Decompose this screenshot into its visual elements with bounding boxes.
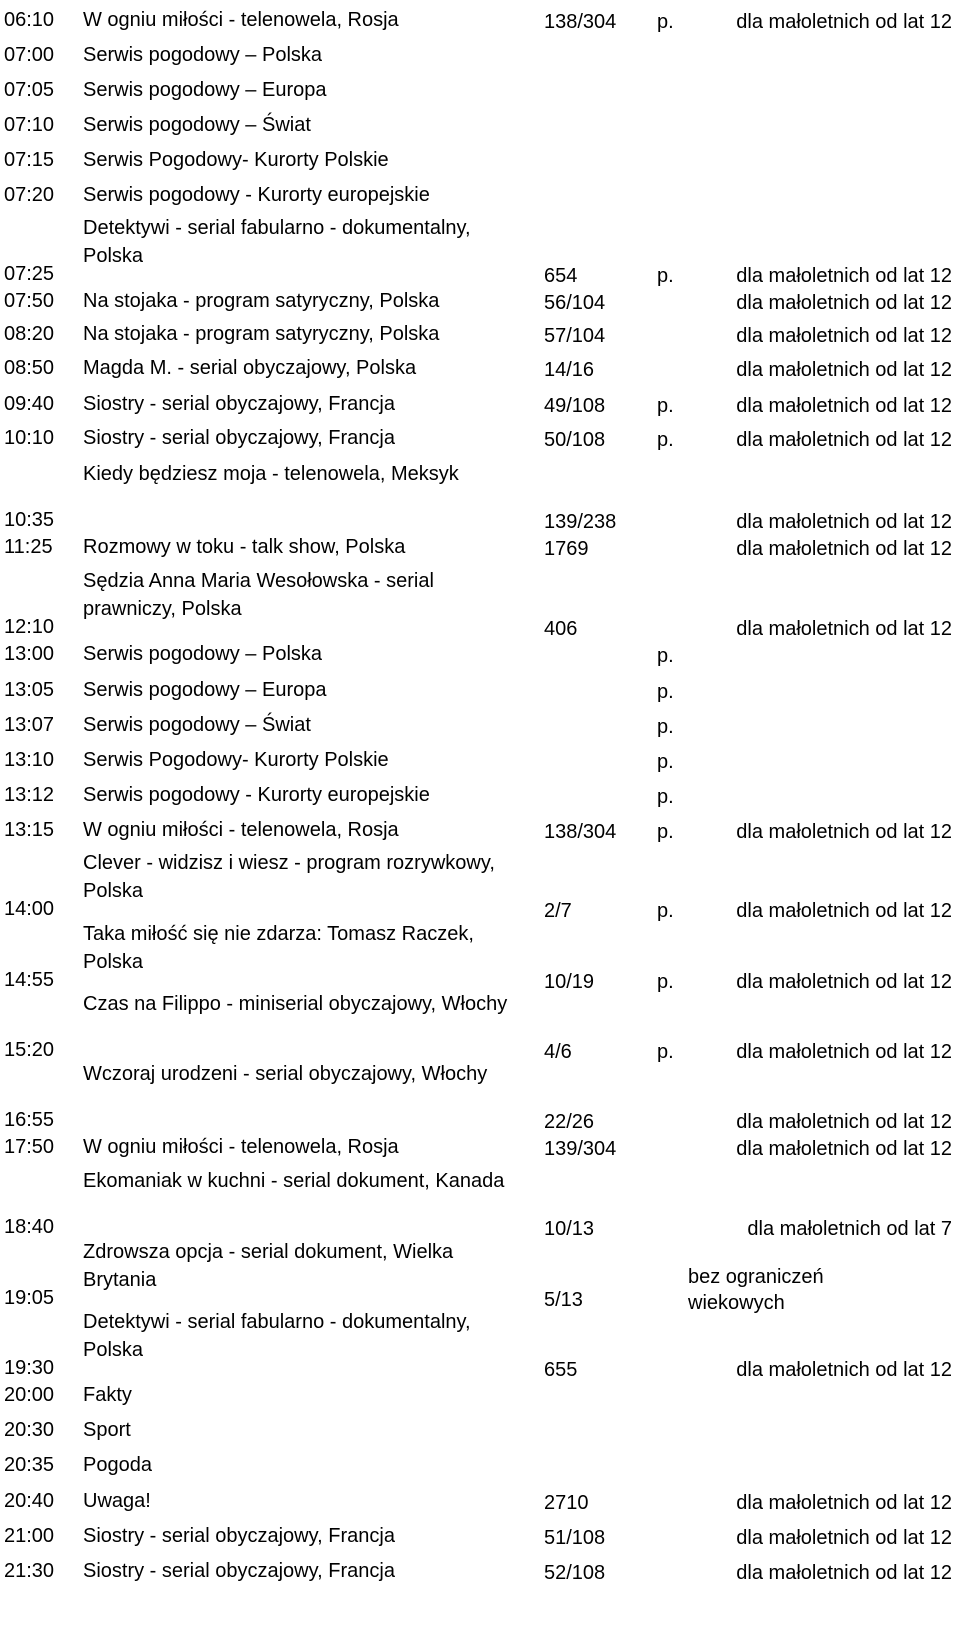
program-title: Siostry - serial obyczajowy, Francja [83,427,395,449]
time-label: 20:40 [4,1490,55,1512]
age-rating: dla małoletnich od lat 12 [736,292,952,314]
program-title: Na stojaka - program satyryczny, Polska [83,290,440,312]
program-title: Serwis pogodowy - Kurorty europejskie [83,184,430,206]
time-label: 07:15 [4,149,55,171]
premiere-marker: p. [657,900,674,922]
episode-number: 10/19 [544,971,595,993]
age-rating: dla małoletnich od lat 12 [736,265,952,287]
premiere-marker: p. [657,11,674,33]
time-label: 16:55 [4,1109,55,1131]
program-title: Clever - widzisz i wiesz - program rozrywkowy, Polska [83,852,495,902]
age-rating: dla małoletnich od lat 12 [736,429,952,451]
time-label: 20:00 [4,1384,55,1406]
age-rating: dla małoletnich od lat 12 [736,900,952,922]
time-label: 19:05 [4,1287,55,1309]
premiere-marker: p. [657,786,674,808]
time-label: 13:00 [4,643,55,665]
time-label: 10:35 [4,509,55,531]
age-rating: dla małoletnich od lat 12 [736,11,952,33]
premiere-marker: p. [657,971,674,993]
episode-number: 52/108 [544,1562,606,1584]
episode-number: 655 [544,1359,578,1381]
age-rating: dla małoletnich od lat 12 [736,1562,952,1584]
time-label: 06:10 [4,9,55,31]
age-rating: dla małoletnich od lat 12 [736,1359,952,1381]
age-rating: dla małoletnich od lat 12 [736,1111,952,1133]
time-label: 12:10 [4,616,55,638]
age-rating: dla małoletnich od lat 12 [736,618,952,640]
time-label: 13:10 [4,749,55,771]
premiere-marker: p. [657,645,674,667]
program-title: Serwis pogodowy – Polska [83,643,323,665]
program-title: Detektywi - serial fabularno - dokumentalny, Polska [83,1311,471,1361]
time-label: 21:00 [4,1525,55,1547]
episode-number: 138/304 [544,11,617,33]
time-label: 15:20 [4,1039,55,1061]
time-label: 19:30 [4,1357,55,1379]
premiere-marker: p. [657,395,674,417]
episode-number: 1769 [544,538,589,560]
episode-number: 22/26 [544,1111,595,1133]
time-label: 14:00 [4,898,55,920]
program-title: W ogniu miłości - telenowela, Rosja [83,9,399,31]
program-title: Sędzia Anna Maria Wesołowska - serial prawniczy, Polska [83,570,434,620]
program-title: Pogoda [83,1454,152,1476]
age-rating: dla małoletnich od lat 12 [736,1527,952,1549]
time-label: 08:20 [4,323,55,345]
time-label: 07:25 [4,263,55,285]
program-title: Siostry - serial obyczajowy, Francja [83,1560,395,1582]
time-label: 21:30 [4,1560,55,1582]
time-label: 13:07 [4,714,55,736]
episode-number: 49/108 [544,395,606,417]
time-label: 07:00 [4,44,55,66]
episode-number: 2710 [544,1492,589,1514]
time-label: 10:10 [4,427,55,449]
age-rating: dla małoletnich od lat 12 [736,538,952,560]
time-label: 07:05 [4,79,55,101]
time-label: 09:40 [4,393,55,415]
episode-number: 2/7 [544,900,572,922]
episode-number: 56/104 [544,292,606,314]
program-title: Serwis pogodowy - Kurorty europejskie [83,784,430,806]
program-title: Ekomaniak w kuchni - serial dokument, Kanada [83,1170,505,1192]
time-label: 17:50 [4,1136,55,1158]
program-title: Serwis pogodowy – Świat [83,114,311,136]
age-rating: bez ograniczeń wiekowych [688,1266,824,1314]
premiere-marker: p. [657,751,674,773]
episode-number: 654 [544,265,578,287]
premiere-marker: p. [657,681,674,703]
program-title: W ogniu miłości - telenowela, Rosja [83,1136,399,1158]
time-label: 11:25 [4,536,53,558]
program-title: Uwaga! [83,1490,151,1512]
program-title: Wczoraj urodzeni - serial obyczajowy, Włochy [83,1063,488,1085]
time-label: 14:55 [4,969,55,991]
episode-number: 51/108 [544,1527,606,1549]
program-title: Detektywi - serial fabularno - dokumentalny, Polska [83,217,471,267]
program-title: Fakty [83,1384,132,1406]
age-rating: dla małoletnich od lat 12 [736,511,952,533]
episode-number: 5/13 [544,1289,583,1311]
program-title: Magda M. - serial obyczajowy, Polska [83,357,417,379]
program-title: Serwis Pogodowy- Kurorty Polskie [83,749,389,771]
program-title: Zdrowsza opcja - serial dokument, Wielka Brytania [83,1241,454,1291]
premiere-marker: p. [657,265,674,287]
age-rating: dla małoletnich od lat 12 [736,359,952,381]
time-label: 13:12 [4,784,55,806]
program-title: Serwis pogodowy – Świat [83,714,311,736]
program-title: W ogniu miłości - telenowela, Rosja [83,819,399,841]
age-rating: dla małoletnich od lat 12 [736,1492,952,1514]
program-title: Czas na Filippo - miniserial obyczajowy, Włochy [83,993,508,1015]
age-rating: dla małoletnich od lat 12 [736,325,952,347]
premiere-marker: p. [657,716,674,738]
episode-number: 138/304 [544,821,617,843]
time-label: 18:40 [4,1216,55,1238]
program-title: Kiedy będziesz moja - telenowela, Meksyk [83,463,459,485]
time-label: 20:30 [4,1419,55,1441]
time-label: 07:10 [4,114,55,136]
age-rating: dla małoletnich od lat 12 [736,395,952,417]
age-rating: dla małoletnich od lat 12 [736,1138,952,1160]
time-label: 13:15 [4,819,55,841]
program-title: Taka miłość się nie zdarza: Tomasz Raczek, Polska [83,923,474,973]
time-label: 08:50 [4,357,55,379]
premiere-marker: p. [657,429,674,451]
program-title: Serwis Pogodowy- Kurorty Polskie [83,149,389,171]
episode-number: 10/13 [544,1218,595,1240]
episode-number: 50/108 [544,429,606,451]
program-title: Serwis pogodowy – Polska [83,44,323,66]
program-title: Sport [83,1419,131,1441]
age-rating: dla małoletnich od lat 12 [736,1041,952,1063]
time-label: 20:35 [4,1454,55,1476]
episode-number: 139/238 [544,511,617,533]
episode-number: 14/16 [544,359,595,381]
premiere-marker: p. [657,1041,674,1063]
episode-number: 57/104 [544,325,606,347]
program-title: Siostry - serial obyczajowy, Francja [83,1525,395,1547]
program-title: Serwis pogodowy – Europa [83,79,327,101]
episode-number: 4/6 [544,1041,572,1063]
program-title: Na stojaka - program satyryczny, Polska [83,323,440,345]
age-rating: dla małoletnich od lat 7 [747,1218,952,1240]
time-label: 07:50 [4,290,55,312]
age-rating: dla małoletnich od lat 12 [736,971,952,993]
episode-number: 406 [544,618,578,640]
time-label: 13:05 [4,679,55,701]
age-rating: dla małoletnich od lat 12 [736,821,952,843]
episode-number: 139/304 [544,1138,617,1160]
premiere-marker: p. [657,821,674,843]
program-title: Rozmowy w toku - talk show, Polska [83,536,406,558]
program-title: Serwis pogodowy – Europa [83,679,327,701]
program-title: Siostry - serial obyczajowy, Francja [83,393,395,415]
time-label: 07:20 [4,184,55,206]
